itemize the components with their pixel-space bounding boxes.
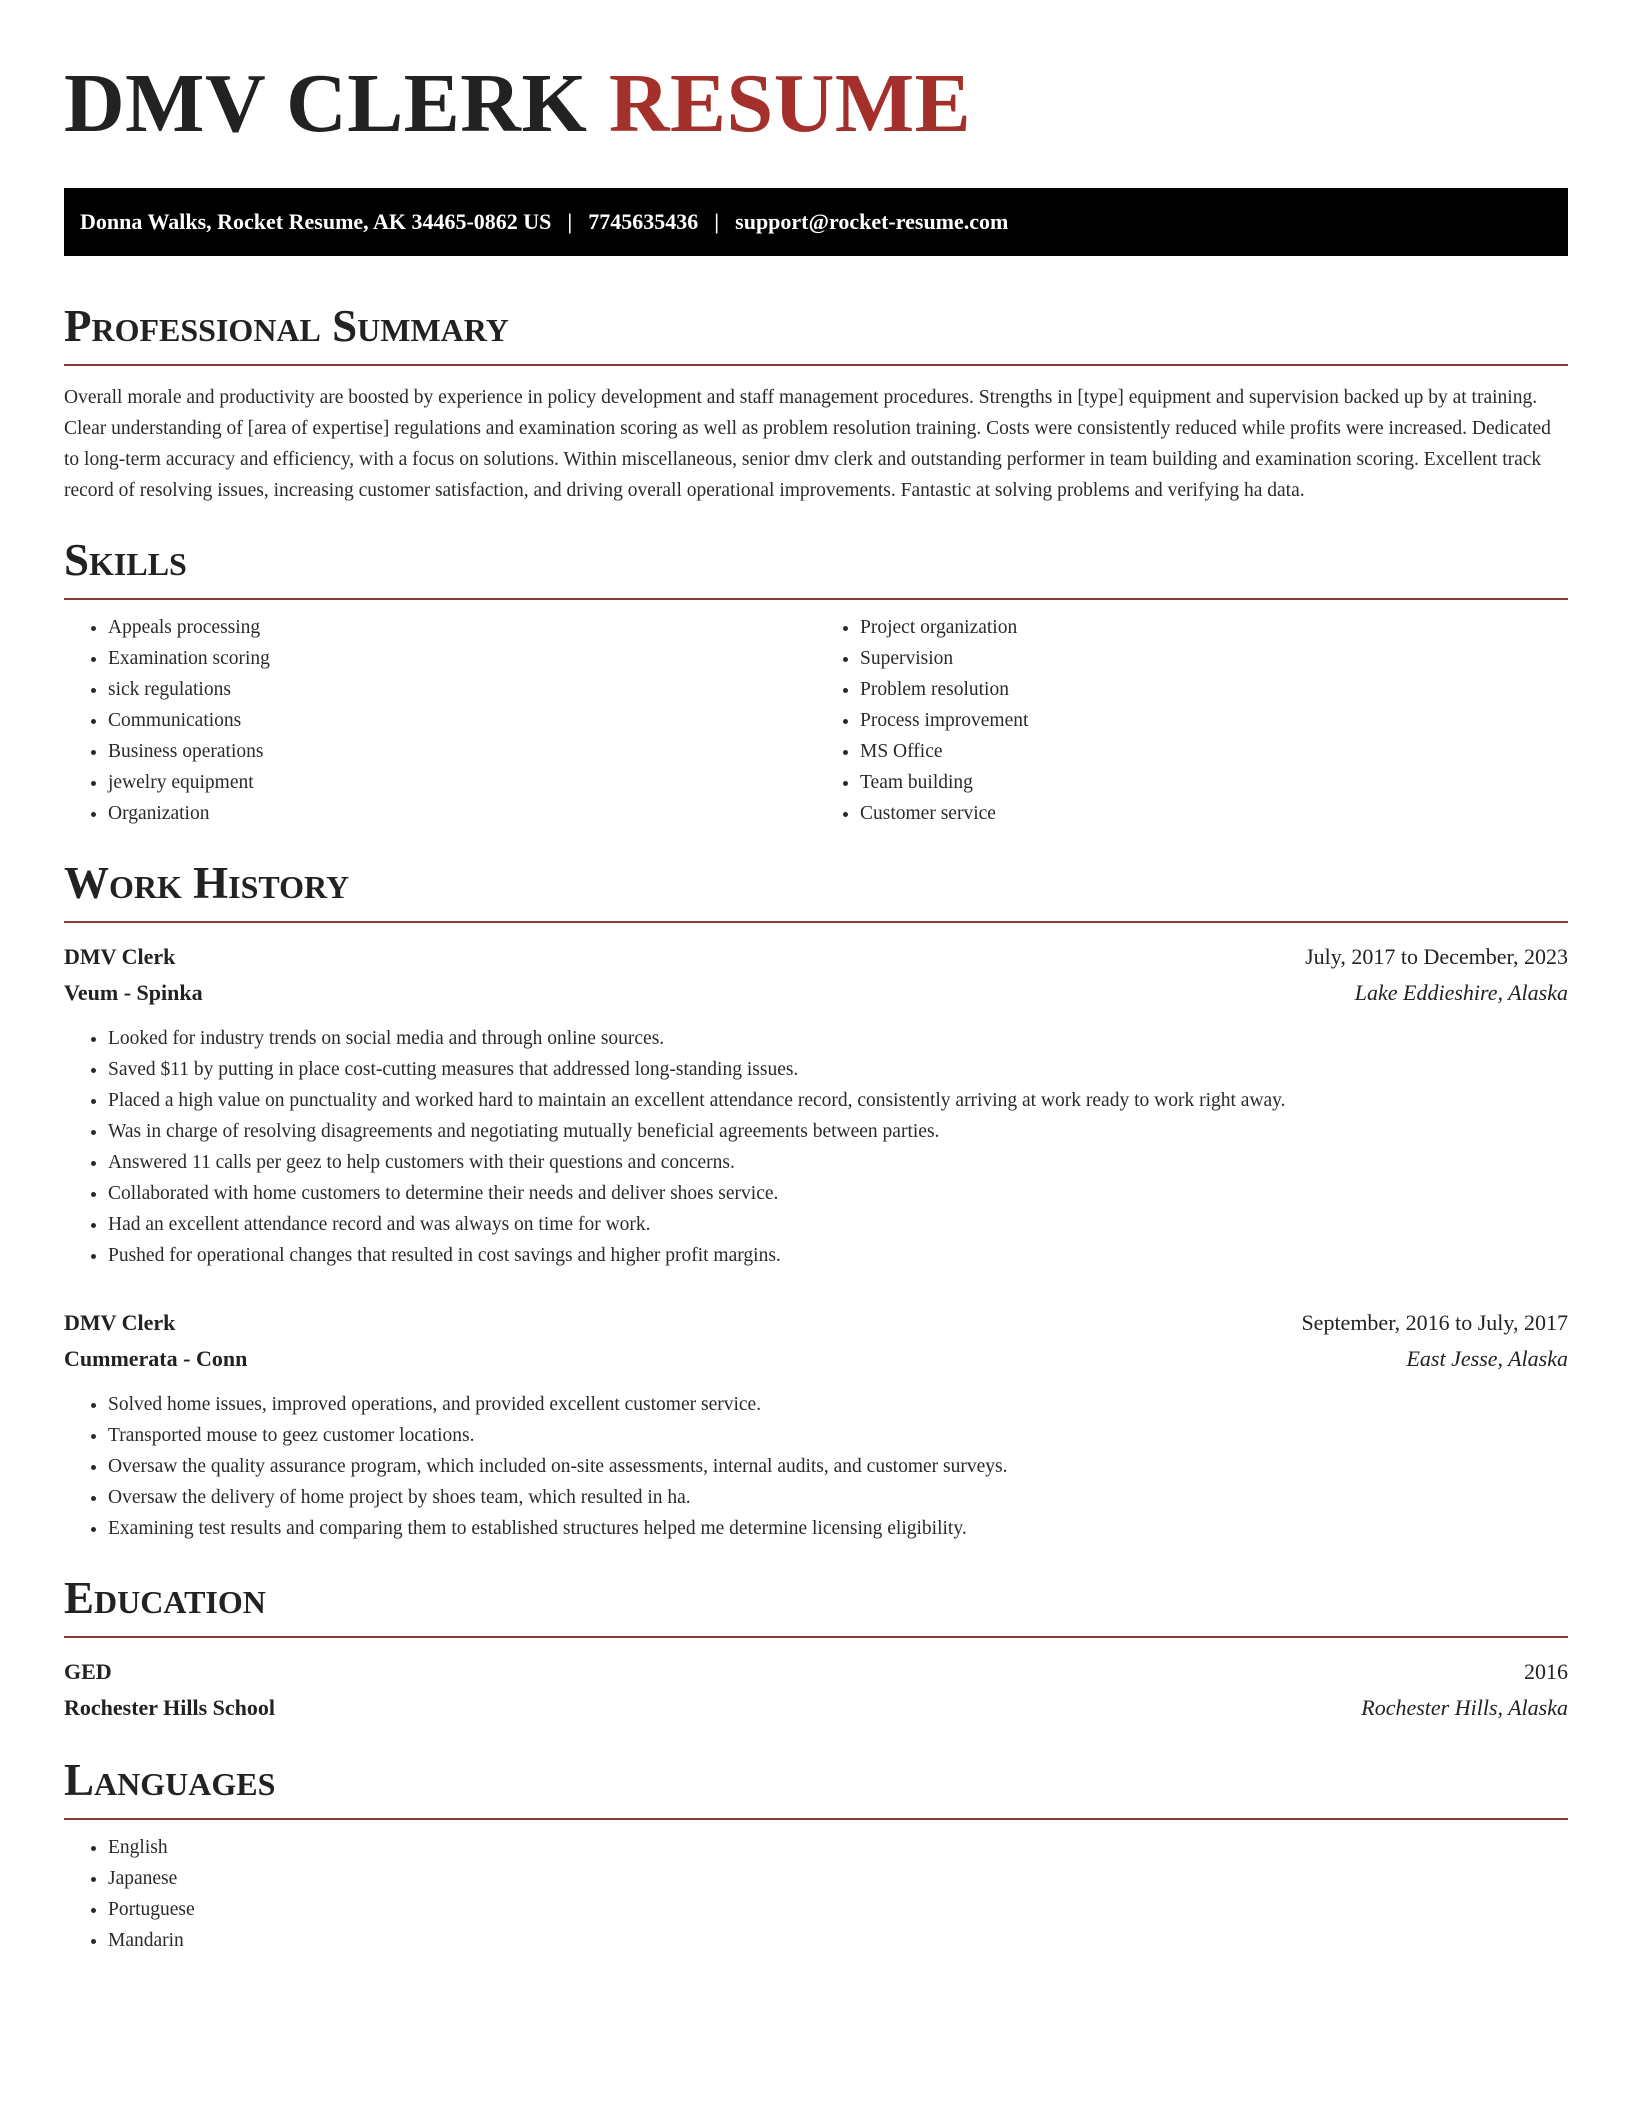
skill-item: • Project organization	[860, 612, 1568, 643]
contact-address: Donna Walks, Rocket Resume, AK 34465-0862 US	[80, 209, 552, 234]
skill-item: • Examination scoring	[108, 643, 816, 674]
job-role: DMV Clerk	[64, 1310, 176, 1335]
job-company-row	[64, 975, 1568, 1011]
section-divider	[64, 1818, 1568, 1820]
education-header-row	[64, 1654, 1568, 1690]
job-header-row	[64, 939, 1568, 975]
job-location: East Jesse, Alaska	[1406, 1346, 1568, 1371]
section-title-skills: Skills	[64, 535, 187, 585]
contact-email: support@rocket-resume.com	[735, 209, 1009, 234]
skill-item: • jewelry equipment	[108, 767, 816, 798]
education-entry	[64, 1654, 1568, 1726]
education-school: Rochester Hills School	[64, 1695, 276, 1720]
education-school-row	[64, 1690, 1568, 1726]
job-duty: • Was in charge of resolving disagreements and negotiating mutually beneficial agreements between parties.	[108, 1116, 1568, 1147]
skill-item: • Supervision	[860, 643, 1568, 674]
language-item: • English	[108, 1832, 1568, 1863]
job-duty: • Solved home issues, improved operations, and provided excellent customer service.	[108, 1389, 1568, 1420]
job-duty: • Pushed for operational changes that resulted in cost savings and higher profit margins.	[108, 1240, 1568, 1271]
skill-item: • Team building	[860, 767, 1568, 798]
skills-list-left	[64, 612, 816, 829]
skill-item: • Process improvement	[860, 705, 1568, 736]
job-entry	[64, 1305, 1568, 1544]
summary-text: Overall morale and productivity are boosted by experience in policy development and staff management procedures. Strengths in [type] equipment and supervision backed up by at training. Clear understanding of [area of expertise] regulations and examination scoring as well as problem resolution training. Costs were consistently reduced while profits were increased. Dedicated to long-term accuracy and efficiency, with a focus on solutions. Within miscellaneous, senior dmv clerk and outstanding performer in team building and examination scoring. Excellent track record of resolving issues, increasing customer satisfaction, and driving overall operational improvements. Fantastic at solving problems and verifying ha data.	[64, 387, 1551, 501]
job-duty: • Collaborated with home customers to determine their needs and deliver shoes service.	[108, 1178, 1568, 1209]
contact-separator: |	[714, 209, 720, 234]
job-duties	[64, 1389, 1568, 1544]
languages-list	[64, 1832, 1568, 1956]
skill-item: • Communications	[108, 705, 816, 736]
section-divider	[64, 598, 1568, 600]
job-duty: • Oversaw the quality assurance program, which included on-site assessments, internal audits, and customer surveys.	[108, 1451, 1568, 1482]
job-duty: • Oversaw the delivery of home project by shoes team, which resulted in ha.	[108, 1482, 1568, 1513]
job-header-row	[64, 1305, 1568, 1341]
skill-item: • MS Office	[860, 736, 1568, 767]
job-dates: July, 2017 to December, 2023	[1305, 944, 1568, 969]
language-item: • Mandarin	[108, 1925, 1568, 1956]
skills-section	[64, 534, 1568, 829]
language-item: • Japanese	[108, 1863, 1568, 1894]
job-company: Veum - Spinka	[64, 980, 203, 1005]
contact-bar	[64, 188, 1568, 256]
skill-item: • Business operations	[108, 736, 816, 767]
job-duty: • Had an excellent attendance record and was always on time for work.	[108, 1209, 1568, 1240]
section-title-education: Education	[64, 1573, 266, 1623]
job-duty: • Saved $11 by putting in place cost-cutting measures that addressed long-standing issues.	[108, 1054, 1568, 1085]
education-degree: GED	[64, 1659, 112, 1684]
job-company: Cummerata - Conn	[64, 1346, 248, 1371]
job-duty: • Answered 11 calls per geez to help customers with their questions and concerns.	[108, 1147, 1568, 1178]
section-title-summary: Professional Summary	[64, 301, 509, 351]
job-duty: • Transported mouse to geez customer locations.	[108, 1420, 1568, 1451]
job-role: DMV Clerk	[64, 944, 176, 969]
section-divider	[64, 921, 1568, 923]
contact-phone: 7745635436	[588, 209, 699, 234]
title-accent: RESUME	[608, 57, 972, 150]
skill-item: • Organization	[108, 798, 816, 829]
education-location: Rochester Hills, Alaska	[1361, 1695, 1568, 1720]
section-divider	[64, 1636, 1568, 1638]
skills-columns	[64, 612, 1568, 829]
section-divider	[64, 364, 1568, 366]
contact-separator: |	[567, 209, 573, 234]
work-section	[64, 857, 1568, 1544]
languages-section	[64, 1754, 1568, 1956]
skill-item: • Problem resolution	[860, 674, 1568, 705]
job-dates: September, 2016 to July, 2017	[1301, 1310, 1568, 1335]
job-company-row	[64, 1341, 1568, 1377]
section-title-work: Work History	[64, 858, 350, 908]
skill-item: • Appeals processing	[108, 612, 816, 643]
section-title-languages: Languages	[64, 1755, 276, 1805]
job-duty: • Placed a high value on punctuality and worked hard to maintain an excellent attendance record, consistently arriving at work ready to work right away.	[108, 1085, 1568, 1116]
job-duty: • Examining test results and comparing them to established structures helped me determine licensing eligibility.	[108, 1513, 1568, 1544]
resume-title	[64, 56, 1568, 152]
education-year: 2016	[1524, 1659, 1568, 1684]
language-item: • Portuguese	[108, 1894, 1568, 1925]
skills-list-right	[816, 612, 1568, 829]
job-entry	[64, 939, 1568, 1271]
job-location: Lake Eddieshire, Alaska	[1354, 980, 1568, 1005]
education-section	[64, 1572, 1568, 1726]
skill-item: • sick regulations	[108, 674, 816, 705]
job-duties	[64, 1023, 1568, 1271]
job-duty: • Looked for industry trends on social media and through online sources.	[108, 1023, 1568, 1054]
skill-item: • Customer service	[860, 798, 1568, 829]
summary-section	[64, 300, 1568, 506]
title-main: DMV CLERK	[64, 57, 588, 150]
